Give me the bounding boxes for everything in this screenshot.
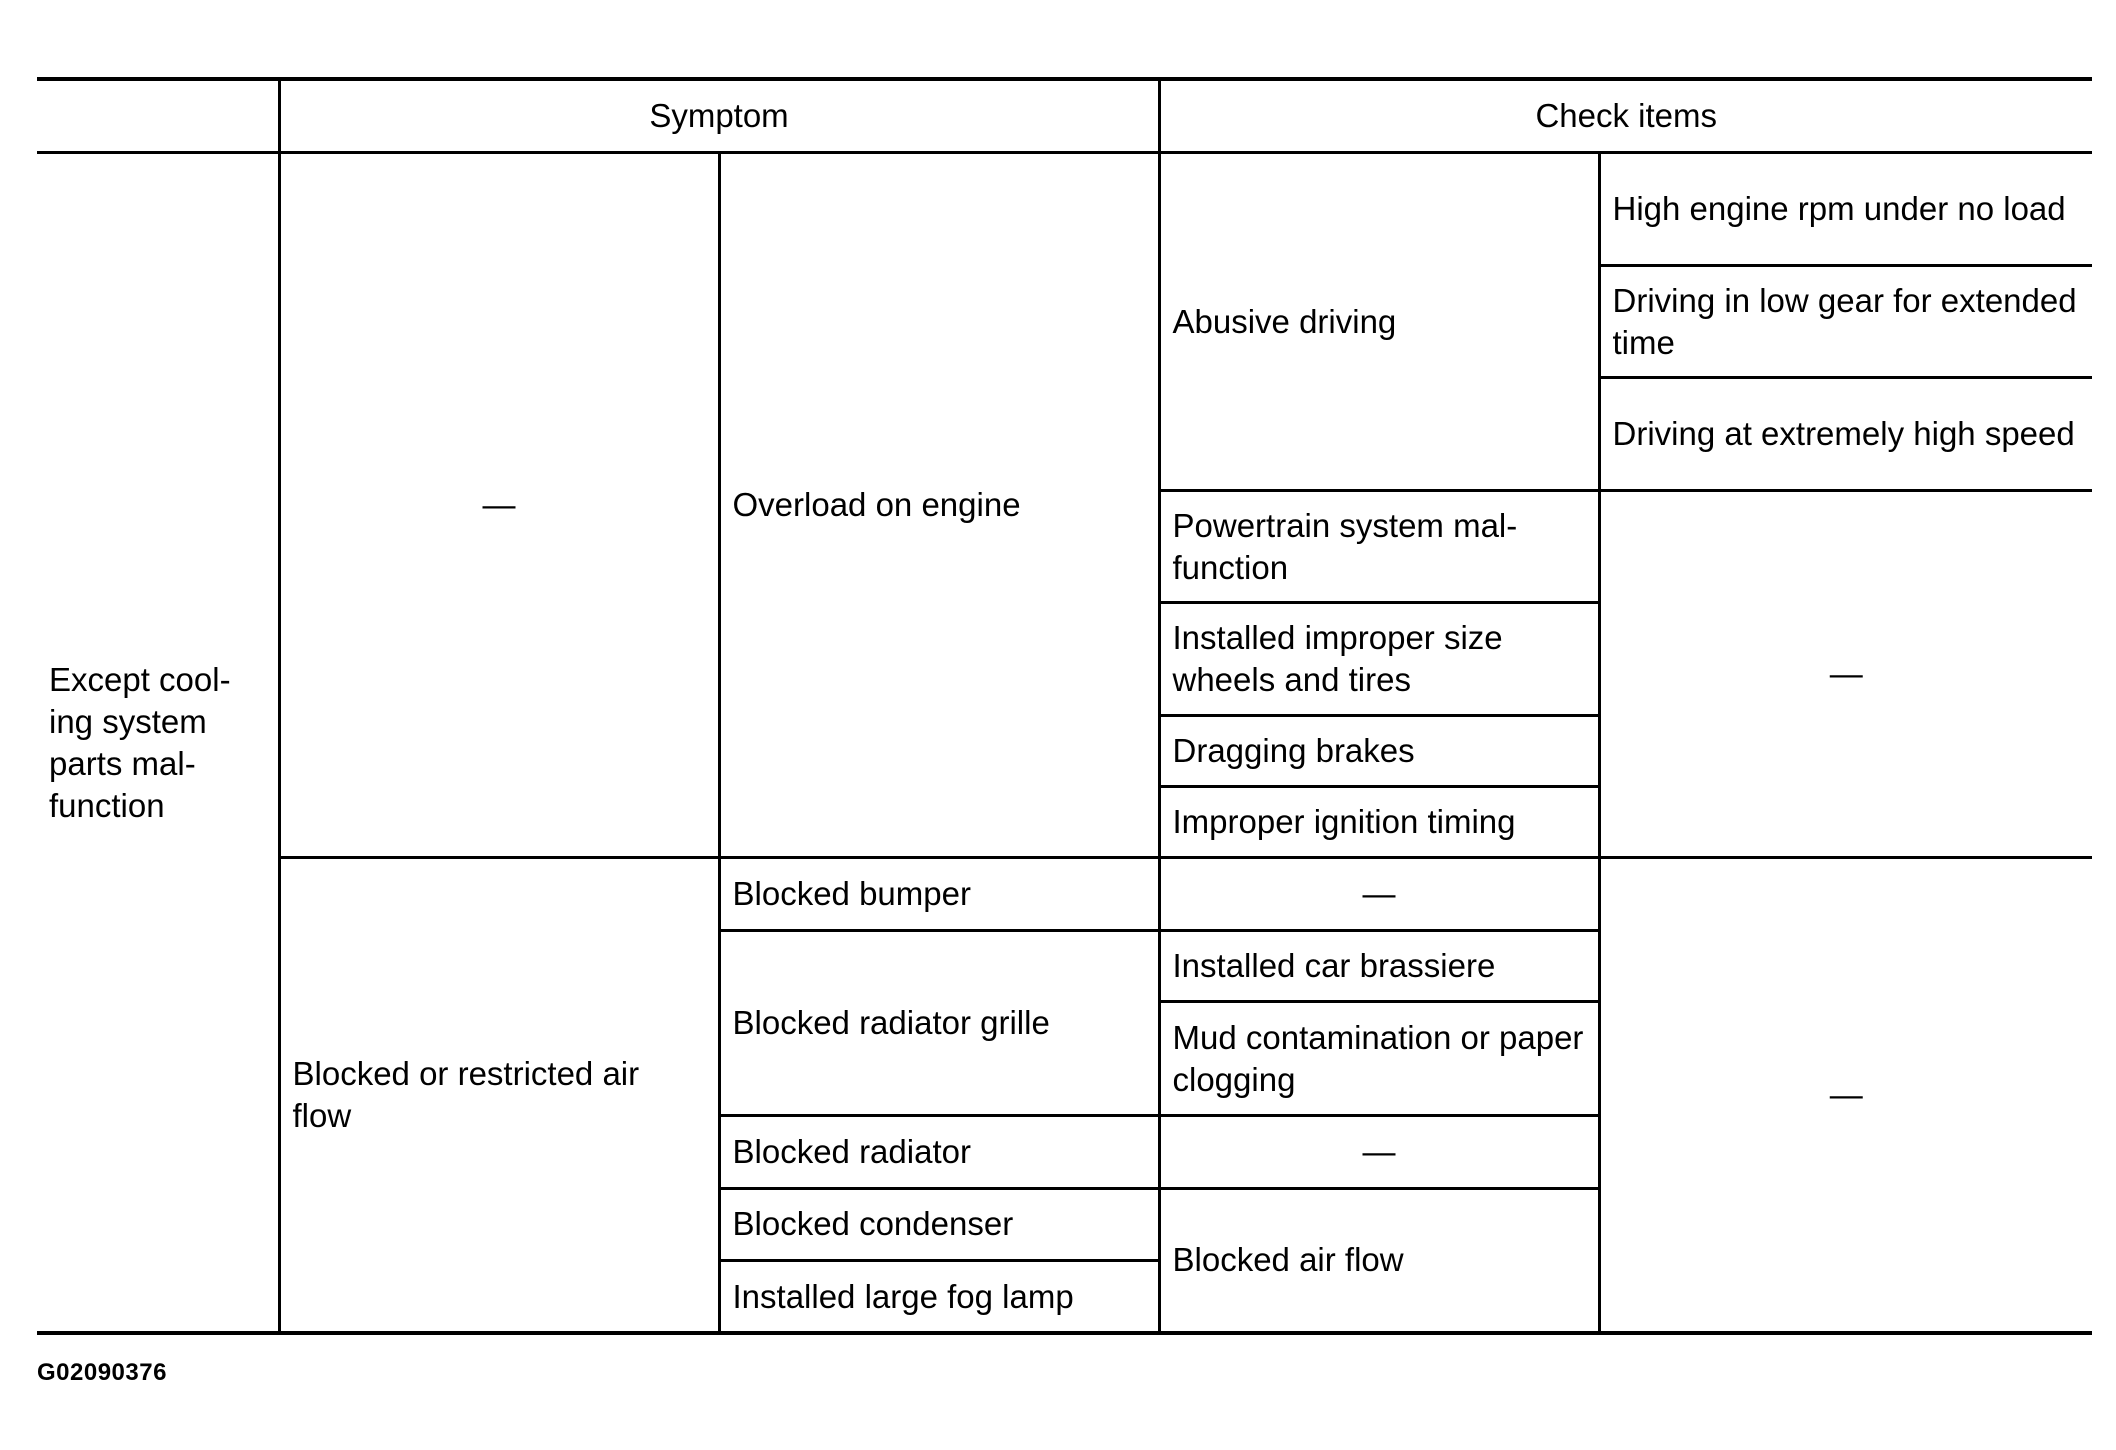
overheating-cause-table	[37, 77, 2092, 1335]
troubleshooting-table-sheet	[37, 77, 2092, 1335]
header-row	[37, 79, 2092, 153]
header-check-items: Check items	[1159, 79, 2092, 153]
check-item-cell: —	[1159, 1116, 1599, 1188]
check-item-cell: Improper ignition timing	[1159, 787, 1599, 858]
header-corner-cell	[37, 79, 279, 153]
check-item-cell: —	[1159, 858, 1599, 930]
check-item-cell: Abusive driving	[1159, 153, 1599, 490]
check-item-cell: Dragging brakes	[1159, 715, 1599, 786]
check-item-cell: Installed car brassiere	[1159, 930, 1599, 1001]
header-symptom: Symptom	[279, 79, 1159, 153]
table-row	[37, 858, 2092, 930]
symptom-primary-cell: Blocked or restricted air flow	[279, 858, 719, 1333]
table-row	[37, 153, 2092, 265]
check-detail-cell: —	[1599, 490, 2092, 858]
symptom-secondary-cell: Installed large fog lamp	[719, 1261, 1159, 1333]
figure-id-label: G02090376	[37, 1359, 167, 1386]
symptom-secondary-cell: Blocked bumper	[719, 858, 1159, 930]
check-detail-cell: Driving in low gear for extended time	[1599, 265, 2092, 377]
symptom-secondary-cell: Overload on engine	[719, 153, 1159, 858]
check-detail-cell: High engine rpm under no load	[1599, 153, 2092, 265]
check-detail-cell: —	[1599, 858, 2092, 1333]
check-item-cell: Blocked air flow	[1159, 1188, 1599, 1333]
check-item-cell: Mud contamination or paper clogging	[1159, 1001, 1599, 1116]
check-item-cell: Installed improper size wheels and tires	[1159, 603, 1599, 715]
symptom-primary-cell: —	[279, 153, 719, 858]
symptom-secondary-cell: Blocked radiator	[719, 1116, 1159, 1188]
check-detail-cell: Driving at extremely high speed	[1599, 378, 2092, 490]
symptom-secondary-cell: Blocked condenser	[719, 1188, 1159, 1260]
symptom-secondary-cell: Blocked radiator grille	[719, 930, 1159, 1116]
check-item-cell: Powertrain system mal- function	[1159, 490, 1599, 602]
category-cell: Except cool- ing system parts mal- function	[37, 153, 279, 1333]
